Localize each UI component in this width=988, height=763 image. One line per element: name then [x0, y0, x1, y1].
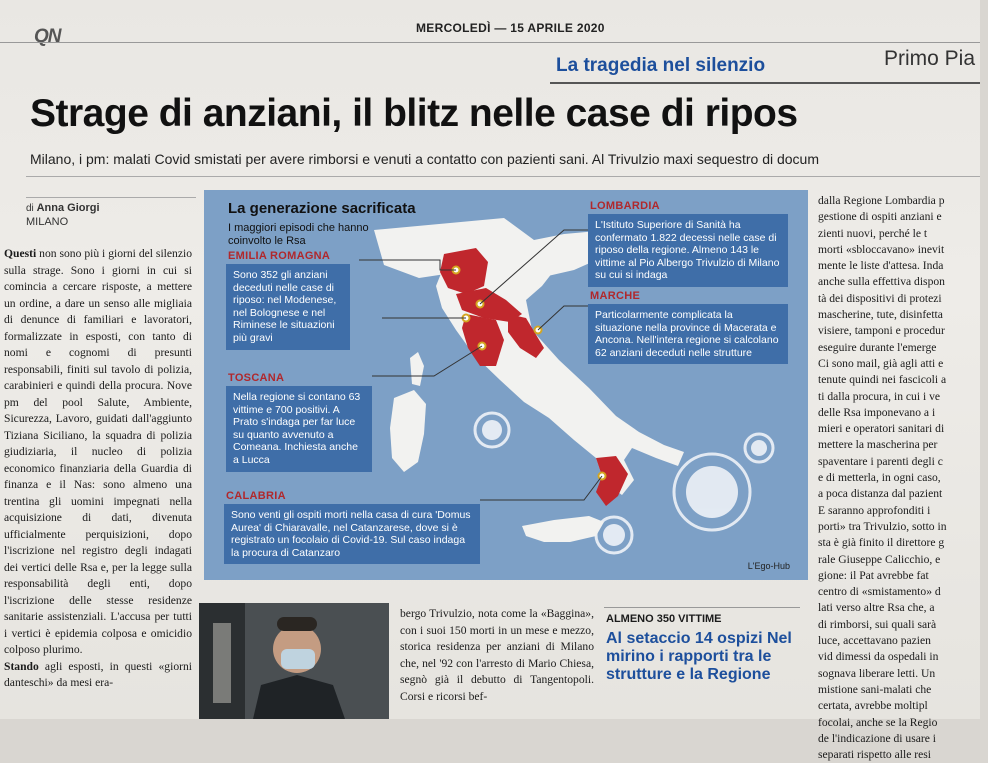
region-label-marche: MARCHE: [590, 290, 641, 302]
text-line: separati rispetto alle resi: [818, 748, 931, 762]
section-label: Primo Pia: [884, 47, 976, 70]
text-line: Ci sono mail, già agli atti e: [818, 356, 944, 370]
infographic: [204, 190, 808, 580]
sicily: [522, 516, 604, 542]
text-line: E saranno approfonditi i: [818, 503, 931, 517]
kicker-rule: [550, 82, 980, 84]
corsica: [410, 352, 424, 386]
paragraph: Questi non sono più i giorni del silenzio sulla strage. Sono i giorni in cui si comincia a cercare risposte, a mettere un ordine, a dare un senso alle migliaia di denunce di familiari e lavoratori, formalizzate in esposti, con tanto di nomi e cognomi di presunti responsabili, finiti sul tavolo di polizia, carabinieri e quindi della procura. Nove pm del pool Salute, Ambiente, Sicurezza, Lavoro, guidati dall'aggiunto Tiziana Siciliano, la squadra di polizia giudiziaria, il nucleo di polizia economico finanziaria della Guardia di finanza e il Nas: sono almeno una trentina gli uomini impegnati nella acquisizione di dati, divenuta ufficialmente perquisizioni, dopo l'iscrizione nel registro degli indagati dei vertici delle Rsa e, per la legge sulla responsabilità degli enti, dopo l'iscrizione delle stesse residenze sanitarie assistenziali. L'accusa per tutti i vertici è epidemia colposa e omicidio colposo plurimo.: [4, 247, 192, 656]
headline: Strage di anziani, il blitz nelle case di ripos: [30, 92, 798, 135]
paragraph: Stando agli esposti, in questi «giorni danteschi» da mesi era-: [4, 659, 192, 689]
text-line: centro di «smistamento» d: [818, 585, 941, 599]
region-label-calabria: CALABRIA: [226, 490, 286, 502]
text-line: delle Rsa imponevano a i: [818, 405, 936, 419]
text-line: gestione di ospiti anziani e: [818, 210, 942, 224]
text-line: sognava liberare letti. Un: [818, 666, 936, 680]
byline-author: di Anna Giorgi: [26, 202, 100, 214]
byline-city: MILANO: [26, 216, 69, 228]
note-calabria: Sono venti gli ospiti morti nella casa di cura 'Domus Aurea' di Chiaravalle, nel Catanzarese, dove si è registrato un focolaio di Covid-19. Sul caso indaga la procura di Catanzaro: [224, 504, 480, 564]
note-marche: Particolarmente complicata la situazione nella province di Macerata e Ancona. Nell'intera regione si calcolano 62 anziani deceduti nelle strutture: [588, 304, 788, 364]
text-line: rale Giuseppe Calicchio, e: [818, 552, 941, 566]
subheadline: Milano, i pm: malati Covid smistati per avere rimborsi e venuti a contatto con pazienti sani. Al Trivulzio maxi sequestro di docum: [30, 151, 820, 167]
text-line: focolai, anche se la Regio: [818, 715, 938, 729]
text-line: mistione sani-malati che: [818, 682, 932, 696]
text-line: de l'indicazione di usare i: [818, 731, 936, 745]
text-line: luce, accettavano pazien: [818, 634, 931, 648]
text-line: lati verso altre Rsa che, a: [818, 601, 935, 615]
text-line: mascherine, tute, disinfetta: [818, 308, 943, 322]
text-line: porti» tra Trivulzio, sotto in: [818, 519, 947, 533]
region-label-emilia-romagna: EMILIA ROMAGNA: [228, 250, 331, 262]
infographic-title: La generazione sacrificata: [228, 200, 416, 217]
top-rule: [0, 42, 980, 43]
text-line: tenute quindi nei fascicoli a: [818, 373, 947, 387]
text-line: mettere la mascherina per: [818, 438, 938, 452]
sardinia: [390, 390, 426, 472]
sidebar-kicker: ALMENO 350 VITTIME: [606, 613, 722, 625]
text-line: eseguire durante l'emerge: [818, 340, 937, 354]
text-line: zienti nuovi, perché le t: [818, 226, 928, 240]
region-label-lombardia: LOMBARDIA: [590, 200, 660, 212]
newspaper-logo: QN: [34, 26, 61, 47]
author-name: Anna Giorgi: [36, 202, 100, 214]
text-line: di rimborsi, sui quali sarà: [818, 617, 937, 631]
sidebar-headline: Al setaccio 14 ospizi Nel mirino i rapporti tra le strutture e la Regione: [606, 630, 792, 683]
region-label-toscana: TOSCANA: [228, 372, 285, 384]
text-line: a poca distanza dal pazient: [818, 487, 943, 501]
article-column-right: [818, 193, 988, 763]
note-emilia-romagna: Sono 352 gli anziani deceduti nelle case di riposo: nel Modenese, nel Bolognese e nel Riminese le situazioni più gravi: [226, 264, 350, 350]
note-toscana: Nella regione si contano 63 vittime e 700 positivi. A Prato s'indaga per far luce su quanto avvenuto a Comeana. Inchiesta anche a Lucca: [226, 386, 372, 472]
article-column-lower: [400, 606, 594, 705]
text-line: gione: il Pat avrebbe fat: [818, 568, 929, 582]
infographic-subtitle: I maggiori episodi che hanno coinvolto le Rsa: [228, 222, 369, 247]
text-line: vid dimessi da ospedali in: [818, 650, 939, 664]
text-line: sta è già finito il direttore g: [818, 536, 945, 550]
text-line: morti «sbloccavano» inevit: [818, 242, 945, 256]
article-kicker: La tragedia nel silenzio: [556, 55, 766, 76]
subhead-rule: [26, 176, 980, 177]
note-lombardia: L'Istituto Superiore di Sanità ha confermato 1.822 decessi nelle case di riposo della regione. Almeno 143 le vittime al Pio Albergo Trivulzio di Milano su cui si indaga: [588, 214, 788, 287]
text-line: e di metterla, in ogni caso,: [818, 471, 941, 485]
text-line: certata, avrebbe moltipl: [818, 699, 928, 713]
infographic-credit: L'Ego-Hub: [747, 561, 790, 571]
text-line: mieri e operatori sanitari di: [818, 422, 945, 436]
text-line: ti dalla procura, in cui i ve: [818, 389, 941, 403]
text-line: anche sulla effettiva dispon: [818, 275, 945, 289]
text-line: dalla Regione Lombardia p: [818, 194, 945, 207]
text-line: spaventare i parenti degli c: [818, 454, 943, 468]
text-line: visiere, tamponi e procedur: [818, 324, 945, 338]
text-line: tà dei dispositivi di protezi: [818, 291, 942, 305]
paragraph: bergo Trivulzio, nota come la «Baggina», con i suoi 150 morti in un mese e mezzo, storica residenza per anziani di Milano che, nel '92 con l'arresto di Mario Chiesa, segnò già il debutto di Tangentopoli. Corsi e ricorsi bef-: [400, 607, 594, 703]
sidebar-rule: [604, 607, 800, 608]
officer-photo-illustration: [199, 603, 389, 719]
byline: [26, 197, 196, 228]
text-line: mente le liste d'attesa. Inda: [818, 259, 944, 273]
news-photo: [199, 603, 389, 719]
article-column-left: [4, 246, 192, 692]
issue-date: MERCOLEDÌ — 15 APRILE 2020: [416, 21, 605, 35]
